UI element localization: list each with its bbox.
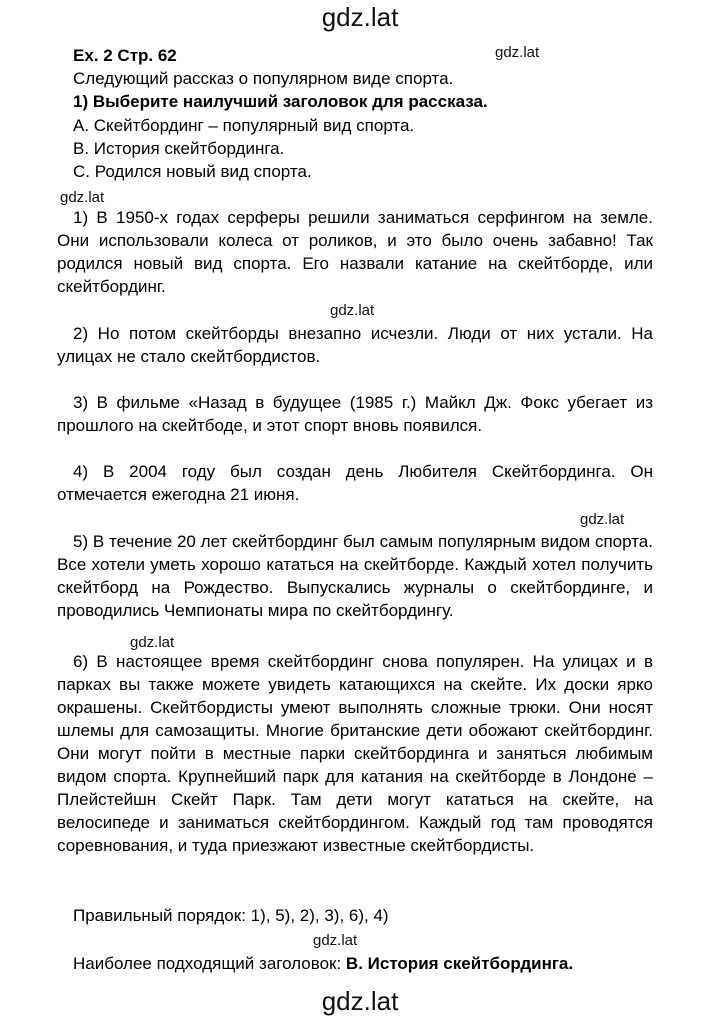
exercise-number: Ex. 2 Стр. 62 [73,46,177,65]
best-title [73,952,573,975]
paragraph-2: 2) Но потом скейтборды внезапно исчезли. Люди от них устали. На улицах не стало скейтбордистов. [57,324,653,366]
watermark-p2: gdz.lat [330,302,375,319]
best-title-value: B. История скейтбординга. [345,954,574,973]
paragraph-1: 1) В 1950-х годах серферы решили заниматься серфингом на земле. Они использовали колеса от роликов, и это было очень забавно! Так родился новый вид спорта. Его назвали катание на скейтборде, или скейтбординг. [57,208,653,296]
best-title-label: Наиболее подходящий заголовок: [73,954,346,973]
paragraph-5: 5) В течение 20 лет скейтбординг был самым популярным видом спорта. Все хотели уметь хорошо кататься на скейтборде. Каждый хотел получить скейтборд на Рождество. Выпускались журналы о скейтбординге, и проводились Чемпионаты мира по скейтбордингу. [57,532,653,620]
watermark-header-right: gdz.lat [495,44,540,61]
watermark-answer: gdz.lat [313,932,358,949]
option-b: B. История скейтбординга. [73,139,285,158]
watermark-p6: gdz.lat [130,634,175,651]
paragraph-4: 4) В 2004 году был создан день Любителя Скейтбординга. Он отмечается ежегодна 21 июня. [57,462,653,504]
watermark-top: gdz.lat [321,2,399,32]
watermark-p5: gdz.lat [580,511,625,528]
paragraph-6: 6) В настоящее время скейтбординг снова популярен. На улицах и в парках вы также можете увидеть катающихся на скейте. Их доски ярко окрашены. Скейтбордисты умеют выполнять сложные трюки. Они носят шлемы для самозащиты. Многие британские дети обожают скейтбординг. Они могут пойти в местные парки скейтбординга и заняться любимым видом спорта. Крупнейший парк для катания на скейтборде в Лондоне – Плейстейшн Скейт Парк. Там дети могут кататься на скейте, на велосипеде и заниматься скейтбордингом. Каждый год там проводятся соревнования, и туда приезжают известные скейтбордисты. [57,652,653,855]
paragraph-3: 3) В фильме «Назад в будущее (1985 г.) Майкл Дж. Фокс убегает из прошлого на скейтбоде, и этот спорт вновь появился. [57,393,653,435]
watermark-p1: gdz.lat [60,189,105,206]
watermark-bottom: gdz.lat [321,986,399,1016]
option-a: A. Скейтбординг – популярный вид спорта. [73,116,415,135]
intro-text: Следующий рассказ о популярном виде спорта. [73,69,454,88]
correct-order: Правильный порядок: 1), 5), 2), 3), 6), 4) [73,906,389,925]
option-c: C. Родился новый вид спорта. [73,162,312,181]
task-text: 1) Выберите наилучший заголовок для рассказа. [73,92,488,111]
